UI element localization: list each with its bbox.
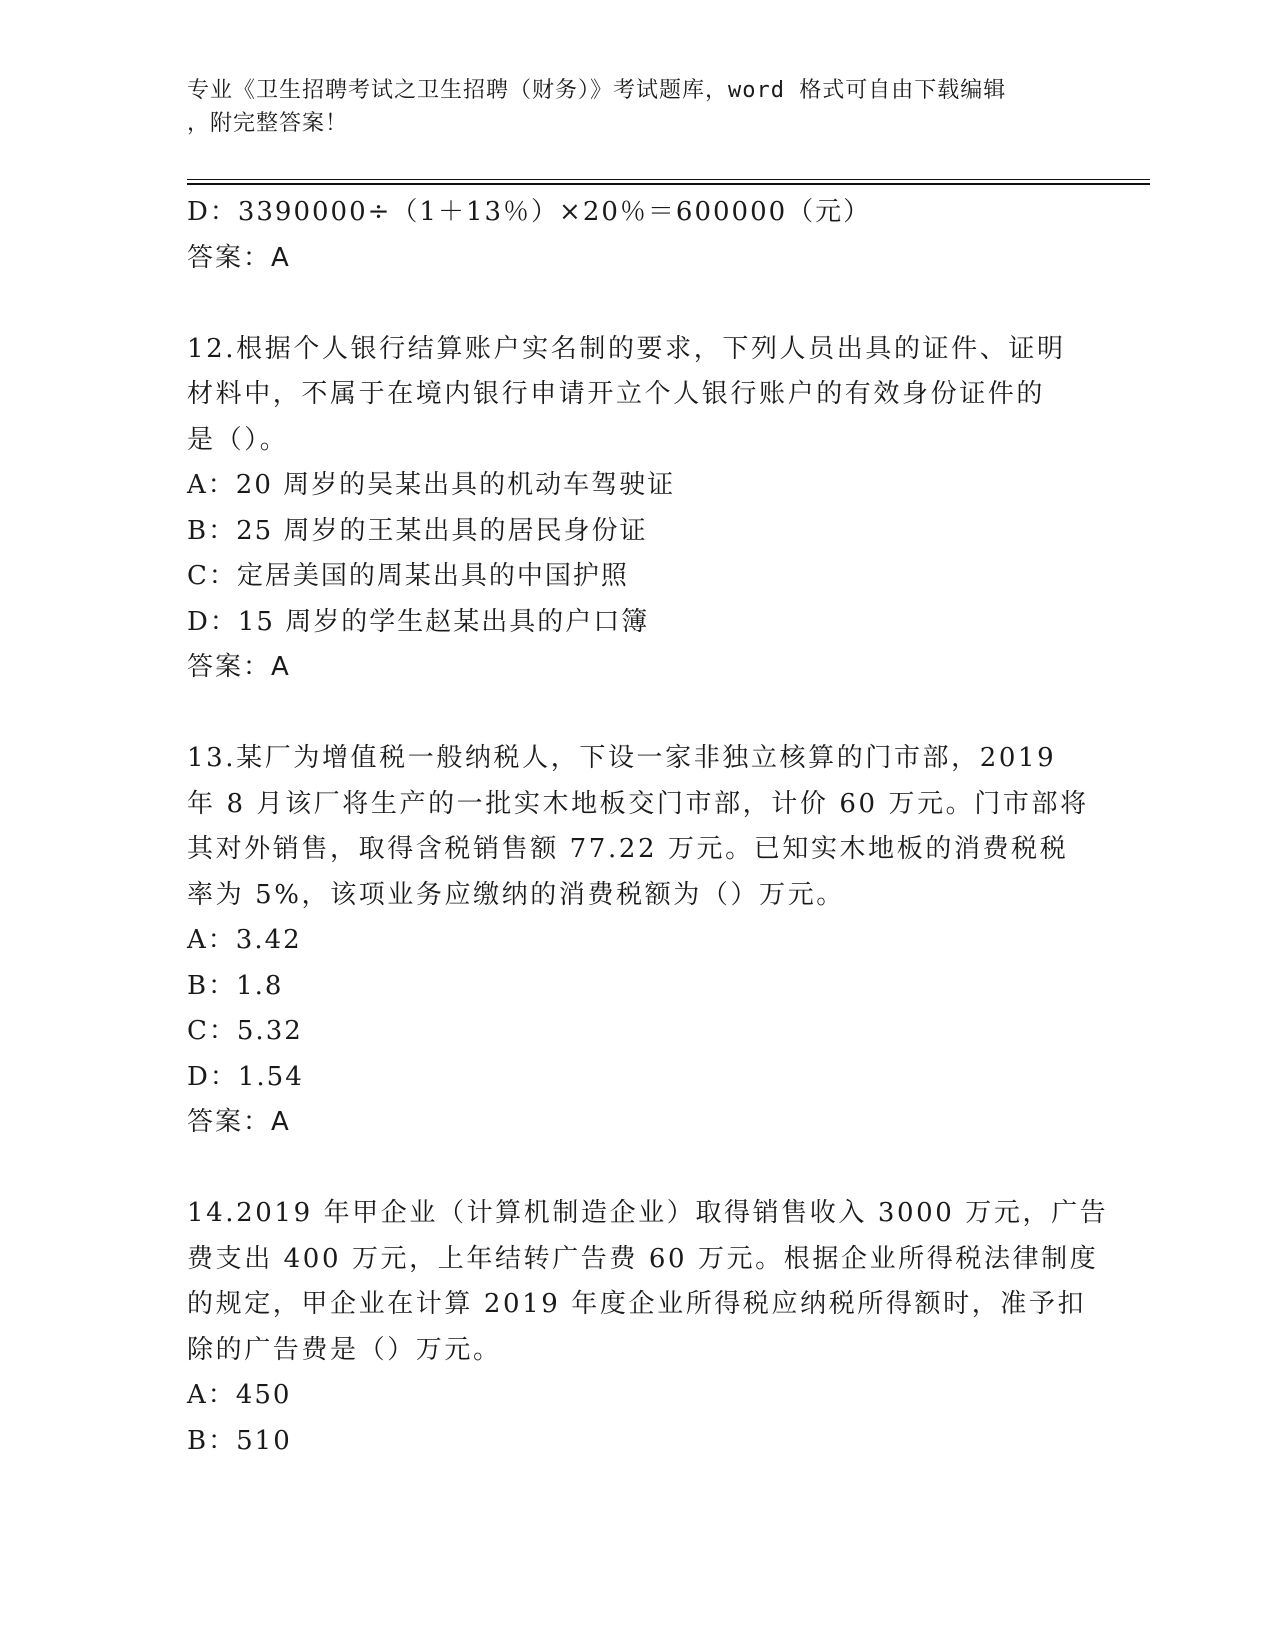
q14-stem-line-1: 14.2019 年甲企业（计算机制造企业）取得销售收入 3000 万元，广告 — [187, 1198, 1109, 1228]
q12-option-c: C：定居美国的周某出具的中国护照 — [187, 561, 629, 591]
q12-option-b: B：25 周岁的王某出具的居民身份证 — [187, 515, 648, 546]
spacer — [187, 281, 1087, 327]
q14-stem-line-4: 除的广告费是（）万元。 — [187, 1334, 502, 1365]
q13-stem-line-2: 年 8 月该厂将生产的一批实木地板交门市部，计价 60 万元。门市部将 — [187, 788, 1089, 819]
q12-option-a: A：20 周岁的吴某出具的机动车驾驶证 — [187, 470, 676, 500]
q13-stem-line-4: 率为 5%，该项业务应缴纳的消费税额为（）万元。 — [187, 879, 845, 910]
spacer — [187, 691, 1087, 737]
q12-stem-line-1: 12.根据个人银行结算账户实名制的要求，下列人员出具的证件、证明 — [187, 333, 1066, 364]
q12-answer: 答案：A — [187, 652, 291, 682]
q12-stem-line-3: 是（）。 — [187, 424, 289, 455]
header-divider-thick — [187, 183, 1150, 185]
header-divider-thin — [187, 179, 1150, 180]
question-12 — [187, 327, 1087, 691]
question-13 — [187, 736, 1087, 1146]
q13-stem-line-3: 其对外销售，取得含税销售额 77.22 万元。已知实木地板的消费税税 — [187, 834, 1069, 864]
q12-option-d: D：15 周岁的学生赵某出具的户口簿 — [187, 606, 650, 637]
spacer — [187, 1146, 1087, 1192]
q14-stem-line-3: 的规定，甲企业在计算 2019 年度企业所得税应纳税所得额时，准予扣 — [187, 1289, 1087, 1319]
q13-option-b: B：1.8 — [187, 970, 284, 1001]
q12-stem-line-2: 材料中，不属于在境内银行申请开立个人银行账户的有效身份证件的 — [187, 379, 1046, 409]
header-line-2: ，附完整答案！ — [187, 111, 349, 136]
q14-option-b: B：510 — [187, 1425, 292, 1456]
question-content — [187, 190, 1109, 1464]
header-line-1: 专业《卫生招聘考试之卫生招聘（财务）》考试题库，word 格式可自由下载编辑 — [187, 78, 1007, 103]
q13-option-d: D：1.54 — [187, 1061, 304, 1092]
prev-answer: 答案：A — [187, 242, 291, 273]
q13-option-a: A：3.42 — [187, 925, 302, 955]
q13-stem-line-1: 13.某厂为增值税一般纳税人，下设一家非独立核算的门市部，2019 — [187, 743, 1057, 773]
q14-option-a: A：450 — [187, 1380, 292, 1410]
q13-option-c: C：5.32 — [187, 1016, 303, 1046]
document-header — [187, 74, 1087, 140]
q14-stem-line-2: 费支出 400 万元，上年结转广告费 60 万元。根据企业所得税法律制度 — [187, 1243, 1099, 1274]
question-14 — [187, 1191, 1109, 1464]
prev-option-d: D：3390000÷（1＋13％）×20％＝600000（元） — [187, 197, 872, 227]
q13-answer: 答案：A — [187, 1107, 291, 1137]
